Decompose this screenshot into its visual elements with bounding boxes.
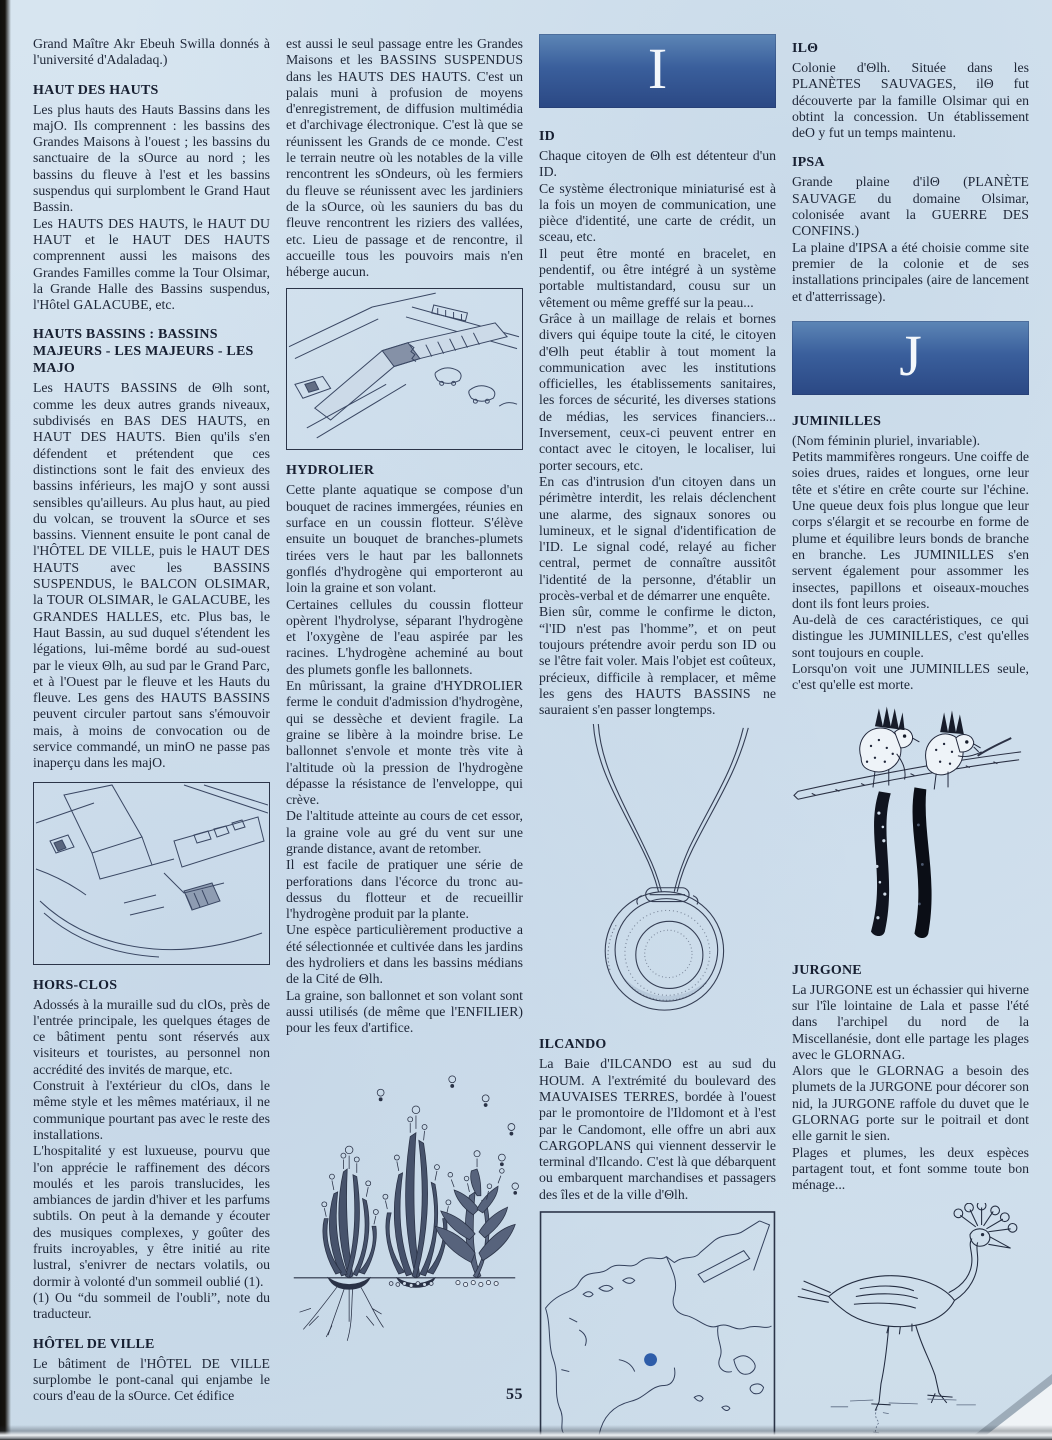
entry-paragraph: En cas d'intrusion d'un citoyen dans un périmètre interdit, les relais déclenchent une alarme, des signaux sonores ou lumineux, et le signal d'identification de l'ID. Le signal codé, relayé au ficher central, permet de connaître aussitôt l'identité de la personne, d'établir un procès-verbal et de démarrer une enquête.: [539, 473, 776, 604]
entry-paragraph: De l'altitude atteinte au cours de cet essor, la graine vole au gré du vent sur une grande distance, avant de retomber.: [286, 808, 523, 856]
entry-paragraph: La JURGONE est un échassier qui hiverne sur l'île lointaine de Lala et passe l'été dans l'archipel du nord de la Miscellanésie, dont elle partage les plages avec le GLORNAG.: [792, 981, 1029, 1062]
entry-paragraph: Certaines cellules du coussin flotteur opèrent l'hydrolyse, séparant l'hydrogène et l'oxygène de l'eau aspirée par les racines. L'hydrogène acheminé au bout des plumets gonfle les ballonnets.: [286, 596, 523, 677]
pont-canal-illustration: [286, 288, 523, 450]
column-2: [286, 28, 523, 1440]
text-columns: [33, 28, 1029, 1440]
entry-heading-hors-clos: HORS-CLOS: [33, 977, 118, 993]
page-bottom-edge: [0, 1425, 1052, 1440]
entry-paragraph: Cette plante aquatique se compose d'un bouquet de racines immergées, réunies en surface en un coussin flotteur. S'élève ensuite un bouquet de branches-plumets tirées vers le haut par les ballonnets gonflés d'hydrogène qui emporteront au loin la graine et son volant.: [286, 482, 523, 596]
entry-paragraph: Une espèce particulièrement productive a été sélectionnée et cultivée dans les jardins des hydroliers et dans les bassins médians de la Cité de Θlh.: [286, 922, 523, 987]
city-aerial-illustration: [33, 782, 270, 965]
entry-paragraph: Lorsqu'on voit une JUMINILLES seule, c'est qu'elle est morte.: [792, 661, 1029, 693]
book-spine-edge: [0, 0, 11, 1440]
column-3: [539, 28, 776, 1440]
entry-paragraph: La graine, son ballonnet et son volant sont aussi utilisés (de même que l'ENFILIER) pour les feux d'artifice.: [286, 987, 523, 1036]
section-letter-box-j: [792, 321, 1029, 395]
ilcando-map-illustration: [539, 1211, 776, 1440]
section-letter-box-i: [539, 34, 776, 108]
section-letter: J: [899, 322, 922, 388]
entry-paragraph: Ce système électronique miniaturisé est à la fois un moyen de communication, une pièce d'identité, une carte de crédit, un sceau, etc.: [539, 180, 776, 245]
entry-paragraph: La Baie d'ILCANDO est au sud du HOUM. A l'extrémité du boulevard des MAUVAISES TERRES, bordée à l'ouest par le promontoire de l'Ildomont et à l'est par le Candomont, elle offre un abri aux CARGOPLANS qui viennent desservir le terminal d'Ilcando. C'est là que débarquent ou embarquent marchandises et passagers des îles et de la ville d'Θlh.: [539, 1056, 776, 1202]
entry-heading-ipsa: IPSA: [792, 155, 825, 171]
entry-paragraph: L'hospitalité y est luxueuse, pourvu que l'on apprécie le raffinement des décors moulés et les parois translucides, les ambiances de jardin d'hiver et les parfums subtils. On peut à la demande y écouter des musiques complexes, y goûter des fruits incroyables, y être initié au rite lustral, s'enivrer de nectars volatils, ou dormir à volonté d'un sommeil oublié (1).: [33, 1143, 270, 1289]
entry-paragraph: Petits mammifères rongeurs. Une coiffe de soies drues, raides et longues, orne leur tête et s'étire en crête courte sur l'échine. Une queue deux fois plus longue que leur corps s'élargit et se recourbe en forme de plume et équilibre leurs bonds de branche en branche. Les JUMINILLES s'en servent également pour assommer les insectes, papillons et oiseaux-mouches dont ils font leurs proies.: [792, 449, 1029, 611]
entry-paragraph: Au-delà de ces caractéristiques, ce qui distingue les JUMINILLES, c'est qu'elles sont toujours en couple.: [792, 612, 1029, 660]
column-1: [33, 28, 270, 1440]
entry-paragraph: La plaine d'IPSA a été choisie comme site premier de la colonie et de ses installations principales (aire de lancement et d'atterrissage).: [792, 239, 1029, 304]
entry-paragraph: Les HAUTS BASSINS de Θlh sont, comme les deux autres grands niveaux, subdivisés en BAS DES HAUTS, en HAUT DES HAUTS. Bien qu'ils s'en défendent et prétendent que ces distinctions sont le fait des envieux des bassins inférieurs, les majO y sont aussi sensibles qu'ailleurs. Au plus haut, au pied du volcan, se trouvent la sOurce et ses bassins. Viennent ensuite le pont canal de l'HÔTEL DE VILLE, puis le HAUT DES HAUTS avec les BASSINS SUSPENDUS, le BALCON OLSIMAR, la TOUR OLSIMAR, le GALACUBE, les GRANDES HALLES, etc. Plus bas, le Haut Bassin, au sud duquel s'étendent les légations, lui-même bordé au sud-ouest par le vieux Θlh, au sud par le Grand Parc, et à l'Ouest par le fleuve et les Hauts du fleuve. Les gens des HAUTS BASSINS peuvent circuler partout sans s'émouvoir mais, à moins de convocation ou de service commandé, un minO ne passe pas inaperçu dans les majO.: [33, 380, 270, 771]
section-letter: I: [647, 36, 668, 101]
entry-paragraph: Colonie d'Θlh. Située dans les PLANÈTES SAUVAGES, ilΘ fut découverte par la famille Olsimar qui en obtint la concession. Un établissement deO y fut un temps maintenu.: [792, 60, 1029, 141]
entry-paragraph: Le bâtiment de l'HÔTEL DE VILLE surplombe le pont-canal qui enjambe le cours d'eau de la sOurce. Cet édifice: [33, 1355, 270, 1404]
entry-heading-hauts-bassins: HAUTS BASSINS : BASSINS MAJEURS - LES MAJEURS - LES MAJO: [33, 327, 254, 377]
id-pendant-illustration: [539, 722, 776, 1023]
entry-paragraph: Il peut être monté en bracelet, en pendentif, ou être intégré à un système portable multistandard, cousu sur un vêtement ou même greffé sur la peau...: [539, 245, 776, 310]
continuation-paragraph: Grand Maître Akr Ebeuh Swilla donnés à l'université d'Adaladaq.): [33, 36, 270, 68]
entry-paragraph: Les HAUTS DES HAUTS, le HAUT DU HAUT et le HAUT DES HAUTS comprennent aussi les maisons des Grandes Familles comme la Tour Olsimar, la Grande Halle des Bassins suspendus, l'Hôtel GALACUBE, etc.: [33, 215, 270, 313]
entry-heading-id: ID: [539, 129, 555, 144]
entry-paragraph: (Nom féminin pluriel, invariable).: [792, 432, 981, 448]
entry-heading-juminilles: JUMINILLES: [792, 413, 882, 429]
entry-heading-ilo: ILΘ: [792, 41, 819, 56]
entry-paragraph: Chaque citoyen de Θlh est détenteur d'un ID.: [539, 148, 776, 180]
entry-heading-hydrolier: HYDROLIER: [286, 463, 375, 479]
entry-paragraph: Bien sûr, comme le confirme le dicton, “l'ID n'est pas l'homme”, et on peut toujours prétendre avoir perdu son ID ou se l'être fait voler. Mais l'objet est coûteux, précieux, difficile à remplacer, et même les gens des HAUTS BASSINS ne sauraient s'en passer longtemps.: [539, 604, 776, 718]
entry-heading-haut-des-hauts: HAUT DES HAUTS: [33, 82, 159, 98]
hydrolier-plants-illustration: [286, 1043, 523, 1363]
entry-paragraph: (1) Ou “du sommeil de l'oubli”, note du traducteur.: [33, 1289, 270, 1322]
entry-paragraph: En mûrissant, la graine d'HYDROLIER ferme le conduit d'admission d'hydrogène, qui se dessèche et devient fragile. La graine se libère à la moindre brise. Le ballonnet s'envole et monte très vite à l'altitude où la pression de l'hydrogène dépasse la résistance de l'enveloppe, qui crève.: [286, 678, 523, 808]
entry-paragraph: Adossés à la muraille sud du clOs, près de l'entrée principale, les quelques étages de ce bâtiment pentu sont réservés aux visiteurs et touristes, au personnel non accrédité des invités de marque, etc.: [33, 996, 270, 1077]
entry-heading-hotel-de-ville: HÔTEL DE VILLE: [33, 1336, 155, 1352]
entry-paragraph: Plages et plumes, les deux espèces partagent tout, et font somme toute bon ménage...: [792, 1144, 1029, 1193]
juminilles-illustration: [792, 696, 1029, 949]
entry-heading-ilcando: ILCANDO: [539, 1037, 607, 1053]
entry-paragraph: Alors que le GLORNAG a besoin des plumets de la JURGONE pour décorer son nid, la JURGONE raffole du duvet que le GLORNAG porte sur le poitrail et dont elle garnit le sien.: [792, 1063, 1029, 1144]
entry-paragraph: Construit à l'extérieur du clOs, dans le même style et les mêmes matériaux, il ne communique pourtant pas avec le reste des installations.: [33, 1078, 270, 1142]
entry-paragraph: Grâce à un maillage de relais et bornes divers qui équipe toute la cité, le citoyen d'Θlh peut établir à tout moment la communication avec les institutions officielles, les établissements sanitaires, les forces de sécurité, les diverses stations de médias, les services financiers... Inversement, ceux-ci peuvent entrer en contact avec le citoyen, le localiser, lui porter secours, etc.: [539, 310, 776, 473]
entry-paragraph: Il est facile de pratiquer une série de perforations dans l'écorce du tronc au-dessus du flotteur et de recueillir l'hydrogène produit par la plante.: [286, 857, 523, 922]
entry-paragraph: Les plus hauts des Hauts Bassins dans les majO. Ils comprennent : les bassins des Grandes Maisons à l'ouest ; les bassins du sanctuaire de la sOurce au nord ; les bassins du fleuve à l'est et les bassins suspendus qui surplombent le Grand Haut Bassin.: [33, 101, 270, 215]
continuation-paragraph: est aussi le seul passage entre les Grandes Maisons et les BASSINS SUSPENDUS dans les HAUTS DES HAUTS. C'est un palais muni à profusion de moyens d'enregistrement, de diffusion multimédia et d'archivage électronique. C'est là que se réunissent les Grands de ce monde. C'est le terrain neutre où les notables de la ville rencontrent les sOndeurs, où les fermiers du fleuve se réunissent avec les jardiniers de la sOurce, où les sauniers du bas du fleuve rencontrent les riziers des vallées, etc. Lieu de passage et de rencontre, il accueille tous les pouvoirs mais n'en héberge aucun.: [286, 36, 523, 280]
column-4: [792, 28, 1029, 1440]
entry-heading-jurgone: JURGONE: [792, 962, 862, 978]
entry-paragraph: Grande plaine d'ilΘ (PLANÈTE SAUVAGE du domaine Olsimar, colonisée avant la GUERRE DES CONFINS.): [792, 174, 1029, 239]
page-number: 55: [506, 1386, 523, 1403]
